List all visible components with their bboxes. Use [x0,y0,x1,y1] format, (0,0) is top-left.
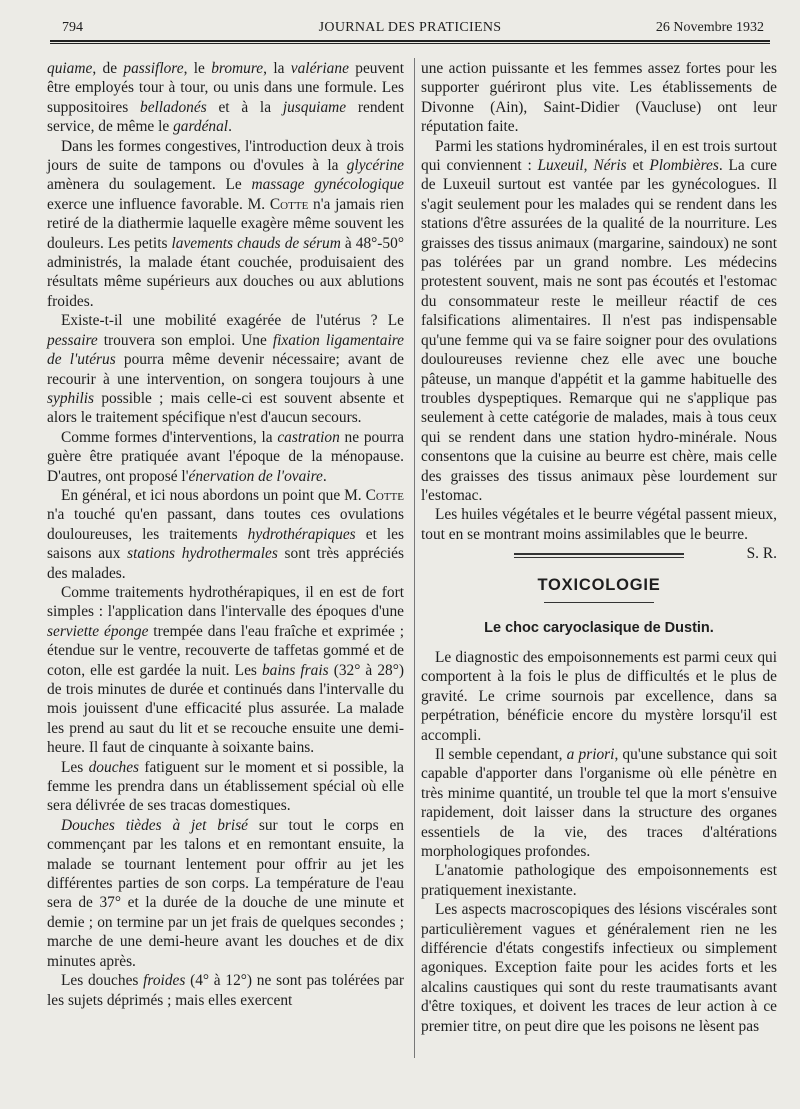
paragraph: Il semble cependant, a priori, qu'une substance qui soit capable d'apporter dans l'organisme où elle pénètre en très minime quantité, un trouble tel que la mort s'ensuive rapidement, doit laisser dans la structure des organes essentiels de la vie, des traces d'altérations morphologiques profondes. [421,746,777,861]
journal-title: JOURNAL DES PRATICIENS [318,20,502,35]
section-title: TOXICOLOGIE [537,576,661,595]
page-header [50,20,770,40]
paragraph: L'anatomie pathologique des empoisonnements est pratiquement inexistante. [421,862,777,899]
author-signature: S. R. [746,545,777,563]
header-rule [50,40,770,42]
paragraph: Existe-t-il une mobilité exagérée de l'utérus ? Le pessaire trouvera son emploi. Une fixation ligamentaire de l'utérus pourra même devenir nécessaire; avant de recourir à une intervention, on songera toujours à une syphilis possible ; mais celle-ci est souvent absente et alors le traitement spécifique n'est d'aucun secours. [47,312,404,427]
paragraph: Les douches fatiguent sur le moment et si possible, la femme les prendra dans un établissement spécial où elle sera délivrée de ses tracas domestiques. [47,758,404,815]
paragraph: Les douches froides (4° à 12°) ne sont pas tolérées par les sujets déprimés ; mais elles exercent [47,972,404,1009]
page-number: 794 [62,20,83,35]
paragraph: Douches tièdes à jet brisé sur tout le corps en commençant par les talons et en remontant ensuite, la malade se tournant lentement pour offrir au jet les différentes parties de son corps. La température de l'eau sera de 37° et la durée de la douche de une minute et demie ; on termine par un jet frais de quelques secondes ; marche de une demi-heure avant les douches et de dix minutes après. [47,816,404,970]
paragraph: En général, et ici nous abordons un point que M. Cotte n'a touché qu'en passant, dans toutes ces ovulations douloureuses, les traitements hydrothérapiques et les saisons aux stations hydrothermales sont très appréciés des malades. [47,486,405,582]
author-name: Cotte [365,486,404,504]
paragraph: Comme formes d'interventions, la castration ne pourra guère être pratiquée avant l'époque de la ménopause. D'autres, ont proposé l'énervation de l'ovaire. [47,428,404,485]
paragraph: Comme traitements hydrothérapiques, il en est de fort simples : l'application dans l'intervalle des époques d'une serviette éponge trempée dans l'eau fraîche et exprimée ; étendue sur le ventre, recouverte de taffetas gommé et de coton, elle est gardée la nuit. Les bains frais (32° à 28°) de trois minutes de durée et continués dans l'intervalle du mois jouissent d'une efficacité plus assurée. La malade les prend au saut du lit et se recouche ensuite une demi-heure. Il faut de cinquante à soixante bains. [47,583,405,757]
issue-date: 26 Novembre 1932 [655,20,764,35]
section-separator [514,553,684,558]
title-underline [544,602,654,603]
paragraph: quiame, de passiflore, le bromure, la valériane peuvent être employés tour à tour, ou unis dans une formule. Les suppositoires belladonés et à la jusquiame rendent service, de même le gardénal. [47,60,405,136]
paragraph: Le diagnostic des empoisonnements est parmi ceux qui comportent à la fois le plus de difficultés et le plus de gravité. Le crime sournois par excellence, dans sa perpétration, bénéficie encore du mystère lorsqu'il est accompli. [421,648,777,744]
paragraph: Dans les formes congestives, l'introduction deux à trois jours de suite de tampons ou d'ovules à la glycérine amènera du soulagement. Le massage gynécologique exerce une influence favorable. M. Cotte n'a jamais rien retiré de la diathermie laquelle exagère même souvent les douleurs. Les petits lavements chauds de sérum à 48°-50° administrés, la malade étant couchée, produisaient des résultats même supérieurs aux douches ou aux ablutions froides. [47,137,404,310]
paragraph: Les huiles végétales et le beurre végétal passent mieux, tout en se montrant moins assimilables que le beurre. S. R. [421,506,777,563]
header-rule-thin [50,43,770,44]
right-column [421,59,777,1036]
left-column [47,59,404,1010]
column-divider [414,58,415,1058]
paragraph: Parmi les stations hydrominérales, il en est trois surtout qui conviennent : Luxeuil, Néris et Plombières. La cure de Luxeuil surtout est vantée par les gynécologues. Il s'agit seulement pour les malades qui se rendent dans les stations d'être assurées de la qualité de la nourriture. Les graisses des tissus animaux (margarine, saindoux) ne sont pas tolérées par un grand nombre. Les médecins protestent souvent, mais ne sont pas écoutés et l'estomac du consommateur reste le meilleur réactif de ces falsifications alimentaires. Il n'est pas indispensable qu'une femme qui va se faire soigner pour des ovulations douloureuses revienne chez elle avec une bouche pâteuse, un manque d'appétit et la gamme habituelle des troubles dyspeptiques. Remarque qui ne s'applique pas seulement à cette catégorie de malades, mais à tous ceux qui se rendent dans une station hydro-minérale. Nous consentons que la cuisine au beurre est chère, mais celle des graisses des tissus animaux pèse lourdement sur l'estomac. [421,137,777,504]
article-title: Le choc caryoclasique de Dustin. [484,619,714,636]
paragraph: une action puissante et les femmes assez fortes pour les supporter guériront plus vite. Les établissements de Divonne (Ain), Saint-Didier (Vaucluse) ont leur réputation faite. [421,60,777,136]
paragraph: Les aspects macroscopiques des lésions viscérales sont particulièrement vagues et généralement rien ne les différencie d'états congestifs infectieux ou simplement agoniques. Exception faite pour les acides forts et les alcalins caustiques qui sont du reste traumatisants avant d'être toxiques, et doivent les traces de leur action à ce premier titre, on peut dire que les poisons ne lèsent pas [421,901,777,1035]
author-name: Cotte [269,195,309,213]
